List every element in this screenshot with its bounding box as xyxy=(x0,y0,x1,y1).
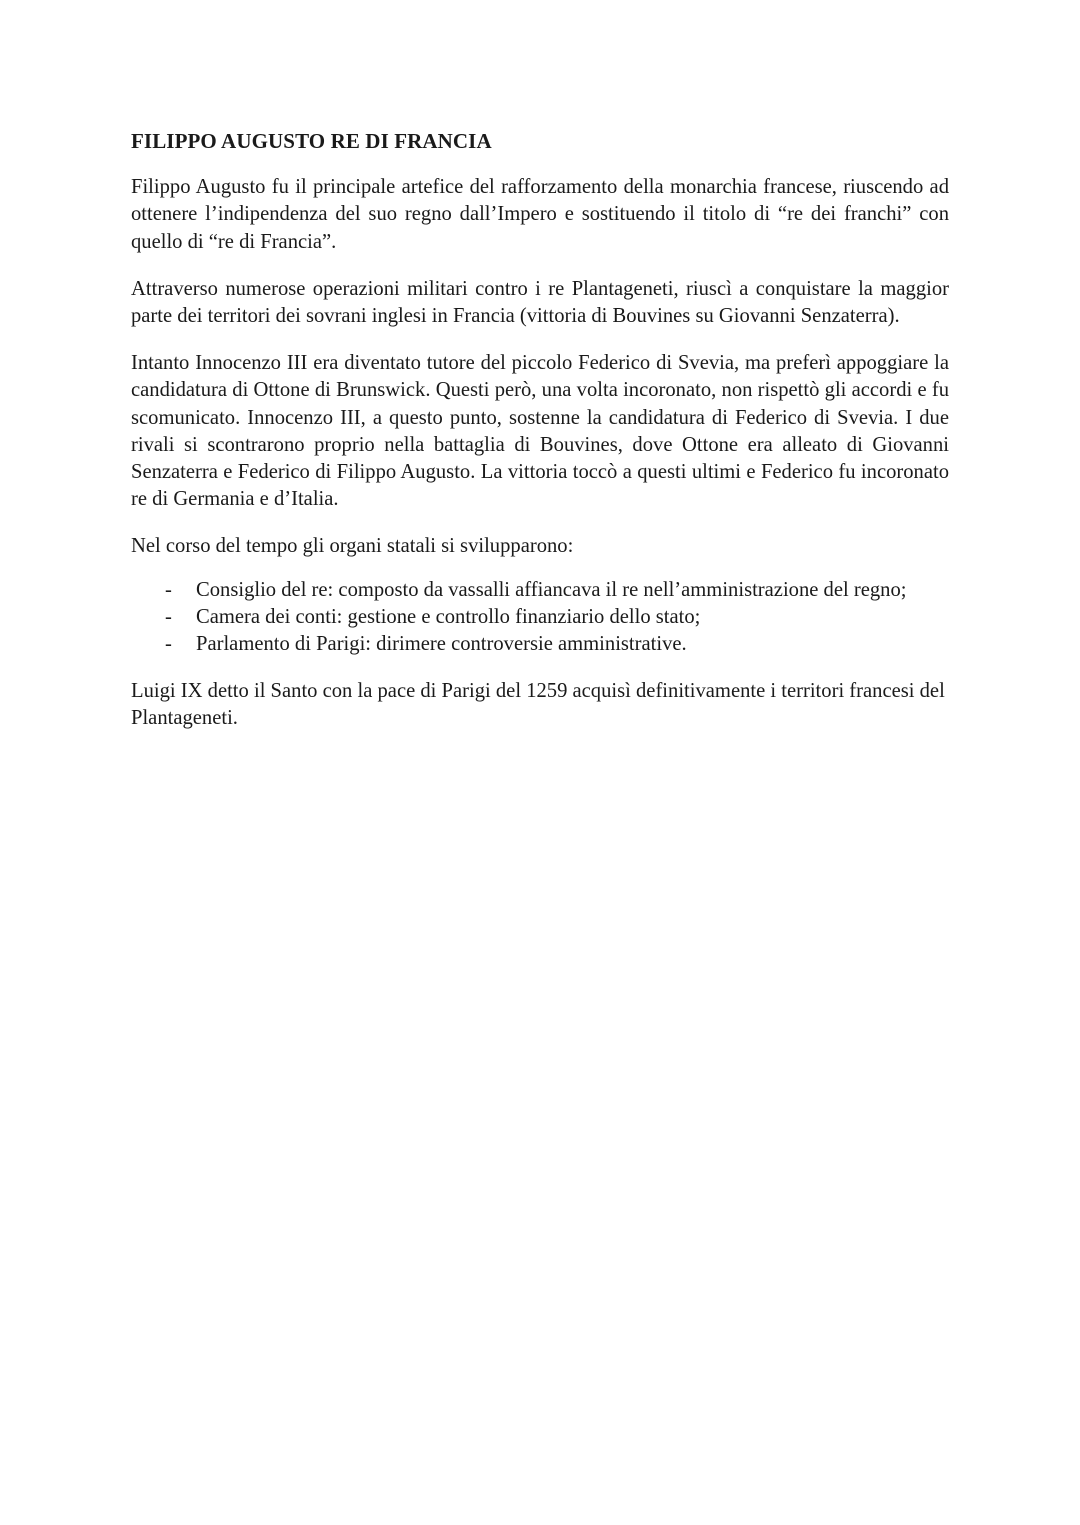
bullet-dash: - xyxy=(165,605,172,628)
paragraph-organs-intro: Nel corso del tempo gli organi statali si svilupparono: xyxy=(131,535,574,558)
list-item xyxy=(131,631,949,658)
list-item xyxy=(131,604,949,631)
paragraph-intro: Filippo Augusto fu il principale artefice del rafforzamento della monarchia francese, riuscendo ad ottenere l’indipendenza del suo regno dall’Impero e sostituendo il titolo di “re dei franchi” con quello di “re di Francia”. xyxy=(131,176,949,253)
paragraph-closing: Luigi IX detto il Santo con la pace di Parigi del 1259 acquisì definitivamente i territori francesi del Plantageneti. xyxy=(131,680,945,730)
bullet-dash: - xyxy=(165,578,172,601)
document-title: FILIPPO AUGUSTO RE DI FRANCIA xyxy=(131,129,492,153)
list-item-text: Parlamento di Parigi: dirimere controversie amministrative. xyxy=(196,633,687,656)
paragraph-military: Attraverso numerose operazioni militari contro i re Plantageneti, riuscì a conquistare la maggior parte dei territori dei sovrani inglesi in Francia (vittoria di Bouvines su Giovanni Senzaterra). xyxy=(131,277,949,328)
paragraph-innocenzo: Intanto Innocenzo III era diventato tutore del piccolo Federico di Svevia, ma preferì appoggiare la candidatura di Ottone di Brunswick. Questi però, una volta incoronato, non rispettò gli accordi e fu scomunicato. Innocenzo III, a questo punto, sostenne la candidatura di Federico di Svevia. I due rivali si scontrarono proprio nella battaglia di Bouvines, dove Ottone era alleato di Giovanni Senzaterra e Federico di Filippo Augusto. La vittoria toccò a questi ultimi e Federico fu incoronato re di Germania e d’Italia. xyxy=(131,352,949,511)
list-item-text: Camera dei conti: gestione e controllo finanziario dello stato; xyxy=(196,605,701,628)
document-page xyxy=(131,128,949,753)
list-item-text: Consiglio del re: composto da vassalli affiancava il re nell’amministrazione del regno; xyxy=(196,578,907,601)
list-item xyxy=(131,577,949,604)
organs-list xyxy=(131,577,949,659)
bullet-dash: - xyxy=(165,633,172,656)
